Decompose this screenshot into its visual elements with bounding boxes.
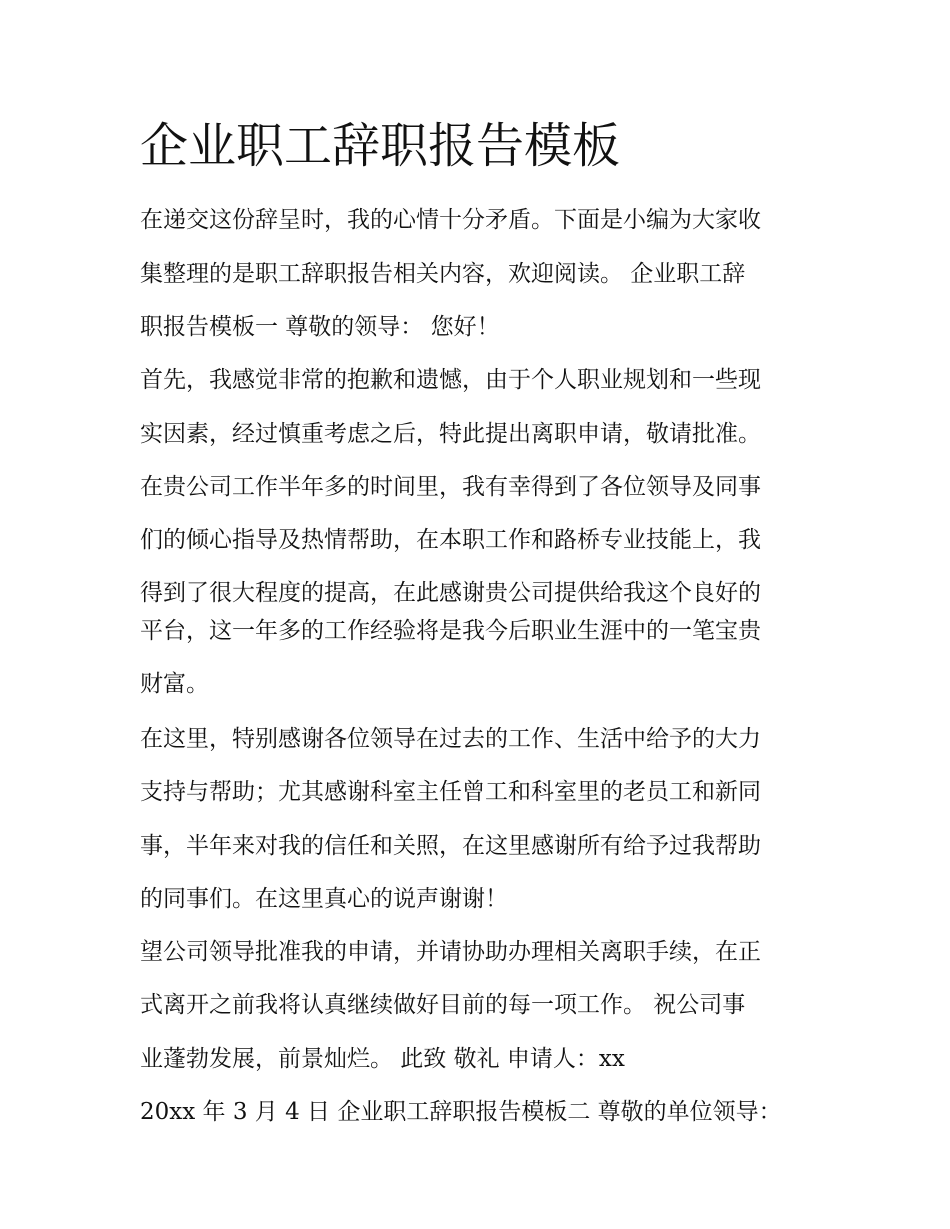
body-line: 在递交这份辞呈时，我的心情十分矛盾。下面是小编为大家收 <box>140 207 761 233</box>
body-line: 得到了很大程度的提高，在此感谢贵公司提供给我这个良好的 <box>140 580 761 606</box>
body-line: 财富。 <box>140 671 209 697</box>
body-line: 望公司领导批准我的申请，并请协助办理相关离职手续，在正 <box>140 939 761 965</box>
body-line: 们的倾心指导及热情帮助，在本职工作和路桥专业技能上，我 <box>140 527 761 553</box>
body-line: 平台，这一年多的工作经验将是我今后职业生涯中的一笔宝贵 <box>140 618 761 644</box>
document-title: 企业职工辞职报告模板 <box>140 118 621 174</box>
body-line: 集整理的是职工辞职报告相关内容，欢迎阅读。 企业职工辞 <box>140 261 746 287</box>
body-line: 的同事们。在这里真心的说声谢谢！ <box>140 886 508 912</box>
body-line: 在这里，特别感谢各位领导在过去的工作、生活中给予的大力 <box>140 726 761 752</box>
body-line: 事，半年来对我的信任和关照，在这里感谢所有给予过我帮助 <box>140 833 761 859</box>
body-line: 式离开之前我将认真继续做好目前的每一项工作。 祝公司事 <box>140 992 746 1018</box>
body-line: 20xx 年 3 月 4 日 企业职工辞职报告模板二 尊敬的单位领导： <box>140 1099 782 1125</box>
body-line: 职报告模板一 尊敬的领导： 您好！ <box>140 314 500 340</box>
body-line: 首先，我感觉非常的抱歉和遗憾，由于个人职业规划和一些现 <box>140 367 761 393</box>
body-line: 实因素，经过慎重考虑之后，特此提出离职申请，敬请批准。 <box>140 421 761 447</box>
body-line: 业蓬勃发展，前景灿烂。 此致 敬礼 申请人：xx <box>140 1046 625 1072</box>
body-line: 在贵公司工作半年多的时间里，我有幸得到了各位领导及同事 <box>140 474 761 500</box>
body-line: 支持与帮助；尤其感谢科室主任曾工和科室里的老员工和新同 <box>140 779 761 805</box>
